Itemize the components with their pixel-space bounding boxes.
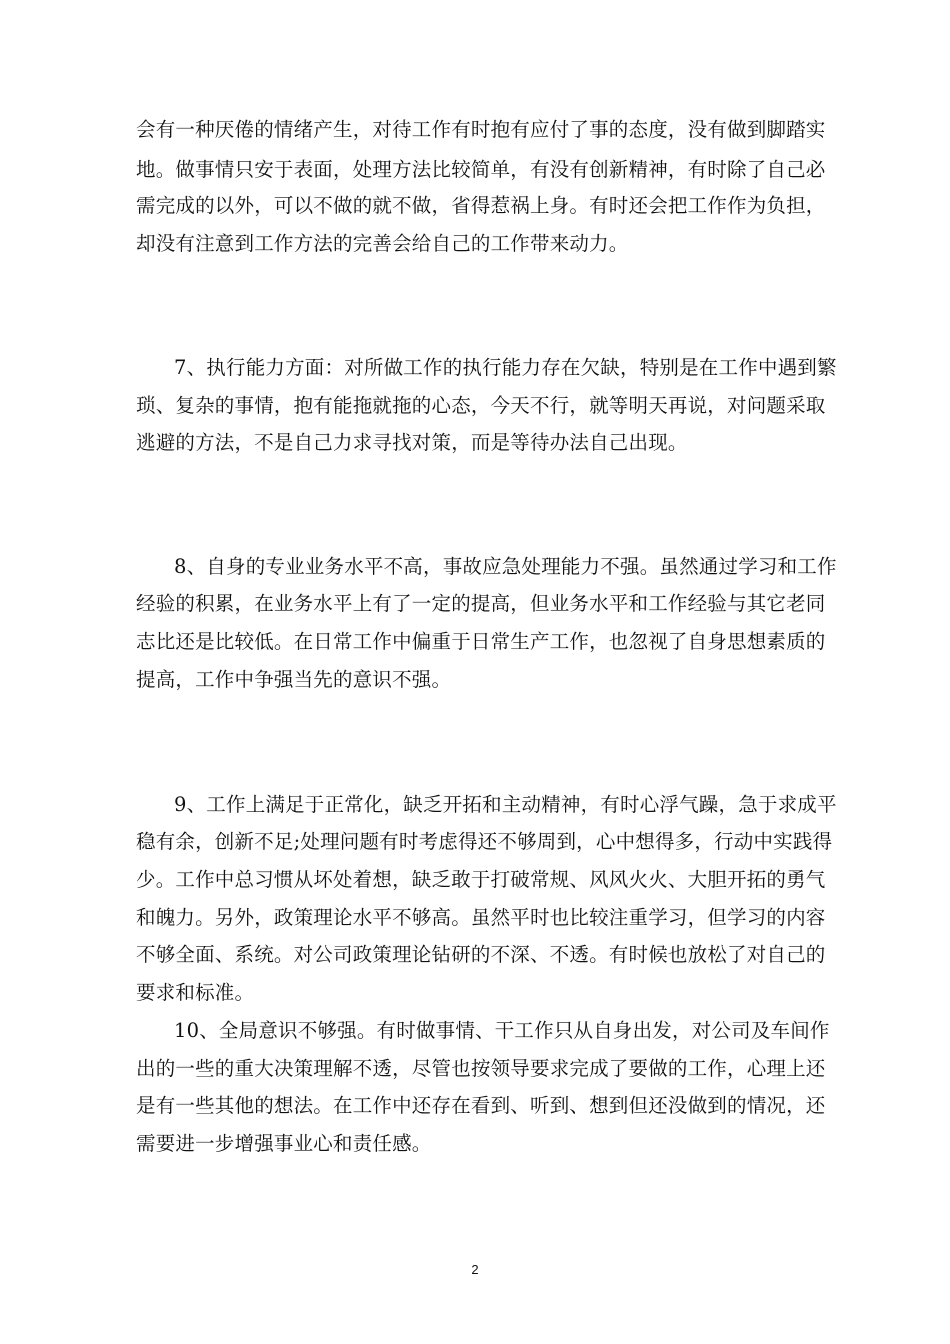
- text-line: 是有一些其他的想法。在工作中还存在看到、听到、想到但还没做到的情况，还: [136, 1094, 826, 1117]
- text-line: 需要进一步增强事业心和责任感。: [136, 1132, 432, 1155]
- text-line: 志比还是比较低。在日常工作中偏重于日常生产工作，也忽视了自身思想素质的: [136, 630, 826, 653]
- text-line: 少。工作中总习惯从坏处着想，缺乏敢于打破常规、风风火火、大胆开拓的勇气: [136, 868, 826, 891]
- text-line: 却没有注意到工作方法的完善会给自己的工作带来动力。: [136, 232, 629, 255]
- text-line: 经验的积累，在业务水平上有了一定的提高，但业务水平和工作经验与其它老同: [136, 592, 826, 615]
- text-line: 和魄力。另外，政策理论水平不够高。虽然平时也比较注重学习，但学习的内容: [136, 906, 826, 929]
- text-line: 提高，工作中争强当先的意识不强。: [136, 668, 452, 691]
- page-number: 2: [471, 1262, 479, 1277]
- text-line: 9、工作上满足于正常化，缺乏开拓和主动精神，有时心浮气躁，急于求成平: [174, 793, 837, 816]
- text-line: 10、全局意识不够强。有时做事情、干工作只从自身出发，对公司及车间作: [174, 1019, 830, 1042]
- text-line: 需完成的以外，可以不做的就不做，省得惹祸上身。有时还会把工作作为负担，: [136, 194, 826, 217]
- text-line: 稳有余，创新不足;处理问题有时考虑得还不够周到，心中想得多，行动中实践得: [136, 830, 833, 853]
- text-line: 会有一种厌倦的情绪产生，对待工作有时抱有应付了事的态度，没有做到脚踏实: [136, 118, 826, 141]
- text-line: 逃避的方法，不是自己力求寻找对策，而是等待办法自己出现。: [136, 431, 688, 454]
- text-line: 不够全面、系统。对公司政策理论钻研的不深、不透。有时候也放松了对自己的: [136, 943, 826, 966]
- text-line: 地。做事情只安于表面，处理方法比较简单，有没有创新精神，有时除了自己必: [136, 158, 826, 181]
- text-line: 要求和标准。: [136, 981, 255, 1004]
- text-line: 8、自身的专业业务水平不高，事故应急处理能力不强。虽然通过学习和工作: [174, 555, 837, 578]
- text-line: 琐、复杂的事情，抱有能拖就拖的心态，今天不行，就等明天再说，对问题采取: [136, 394, 826, 417]
- text-line: 出的一些的重大决策理解不透，尽管也按领导要求完成了要做的工作，心理上还: [136, 1057, 826, 1080]
- text-line: 7、执行能力方面：对所做工作的执行能力存在欠缺，特别是在工作中遇到繁: [174, 356, 837, 379]
